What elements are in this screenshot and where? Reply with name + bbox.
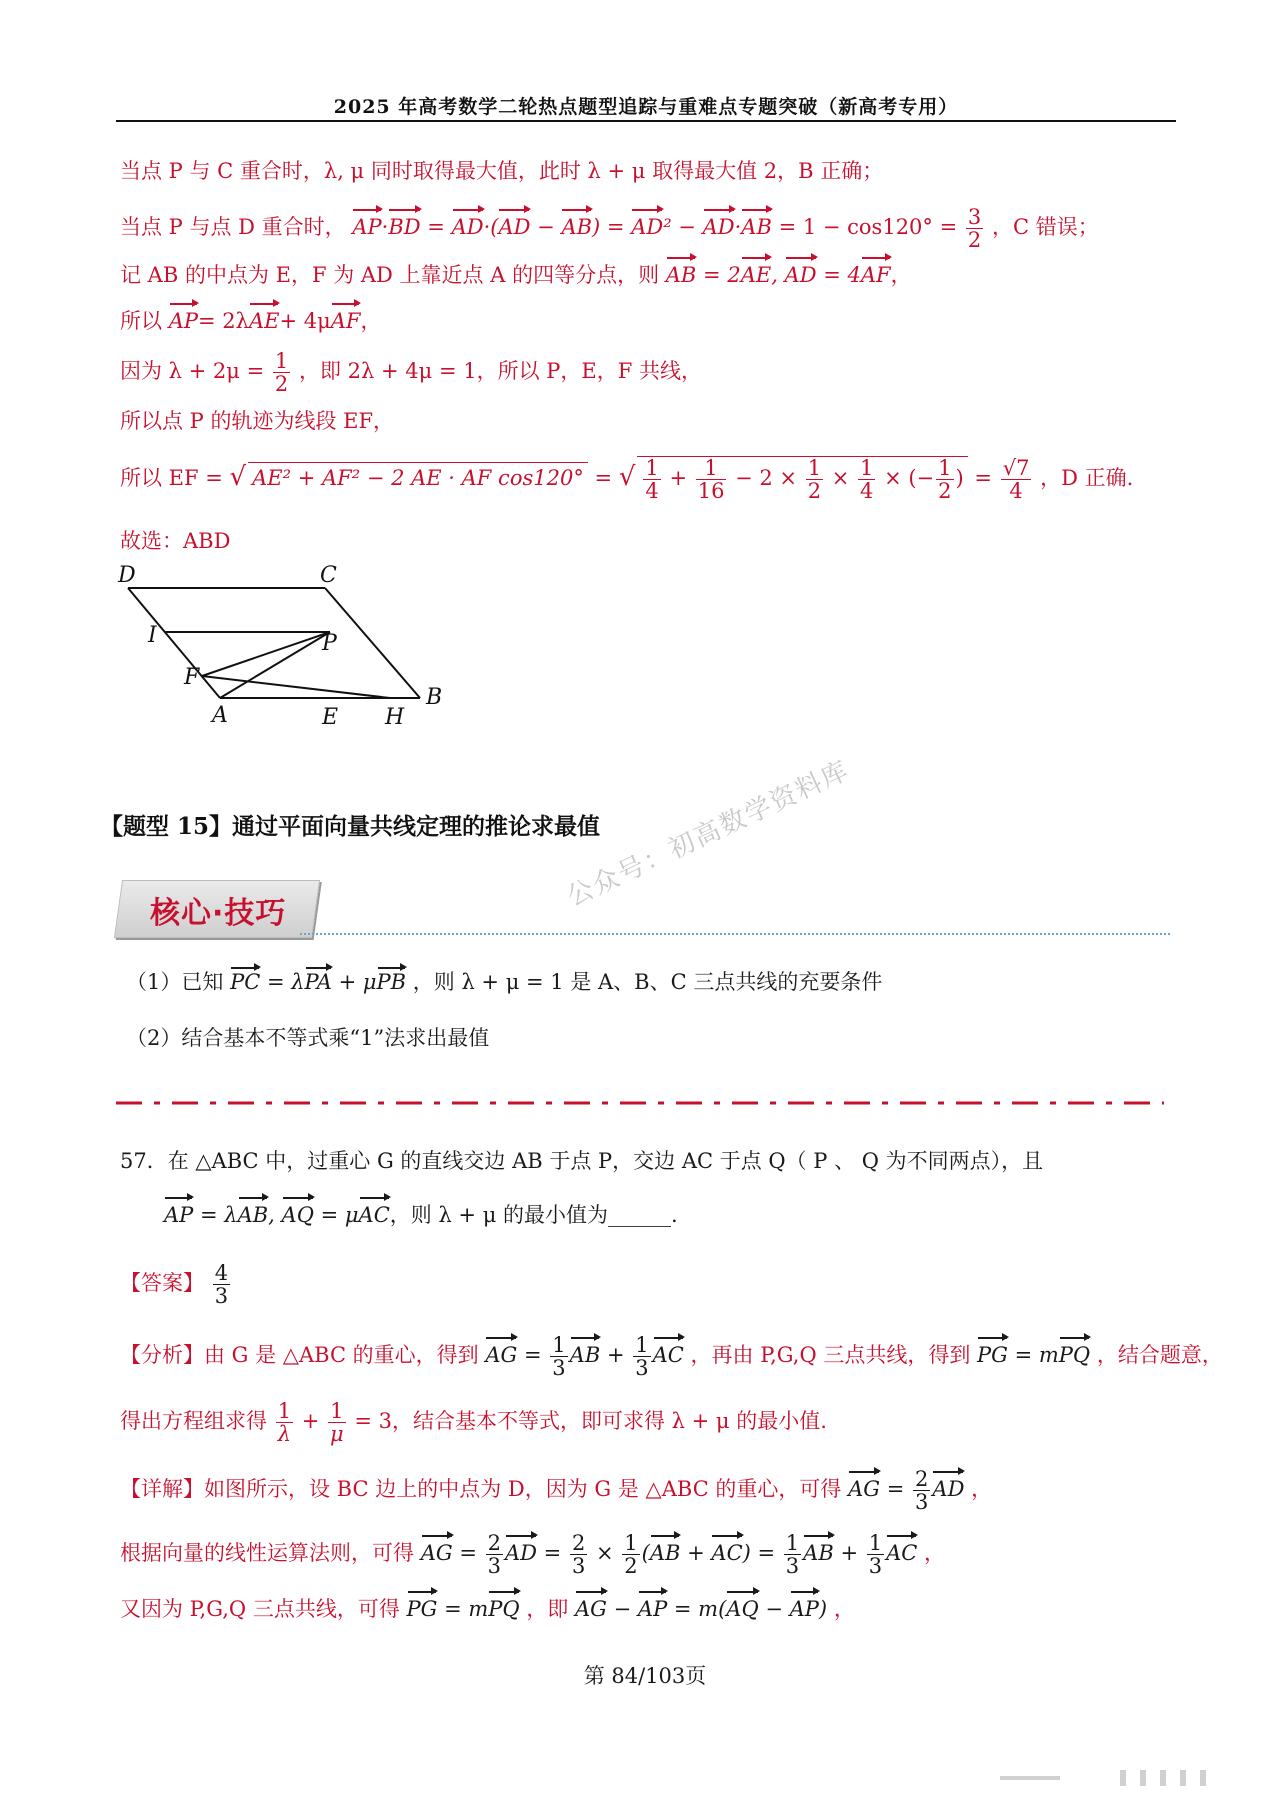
detail-line-3: 又因为 P,G,Q 三点共线，可得 PG = mPQ ，即 AG − AP = m(AQ − AP) ，	[120, 1594, 855, 1624]
solution-conclusion: 故选：ABD	[120, 529, 231, 553]
dotted-divider	[300, 933, 1170, 935]
header-rule	[116, 120, 1176, 122]
tip-2: （2）结合基本不等式乘“1”法求出最值	[126, 1026, 490, 1050]
watermark: 公众号：初高数学资料库	[562, 755, 855, 913]
solution-line-5: 因为 λ + 2μ = $\frac{1}{2}$ ，即 2λ + 4μ = 1，所以 P，E，F 共线，	[120, 349, 702, 396]
tip-1: （1）已知 PC = λPA + μPB ，则 λ + μ = 1 是 A、B、C 三点共线的充要条件	[126, 970, 883, 994]
label-D: D	[118, 563, 136, 588]
label-C: C	[320, 563, 337, 588]
label-F: F	[184, 665, 200, 690]
detail-line-1: 【详解】如图所示，设 BC 边上的中点为 D，因为 G 是 △ABC 的重心，可得 AG = $\frac{2}{3}$ AD ，	[120, 1467, 993, 1514]
answer-line: 【答案】 $\frac{4}{3}$	[120, 1261, 229, 1308]
label-H: H	[385, 705, 405, 730]
analysis-line-1: 【分析】由 G 是 △ABC 的重心，得到 AG = $\frac{1}{3}$ AB + $\frac{1}{3}$ AC ，再由 P,G,Q 三点共线，得到 PG = mPQ ，结合题意，	[120, 1333, 1223, 1380]
solution-line-7: 所以 EF = √ AE² + AF² − 2 AE · AF cos120° = √ $\frac{1}{4}$ + $\frac{1}{16}$ − 2 × $\frac{1}{2}$ × $\frac{1}{4}$ × (− $\frac{1}{2}$ ) = $\frac{√7}{4}$ ，D 正确.	[120, 456, 1134, 503]
problem-57-line-1: 57．在 △ABC 中，过重心 G 的直线交边 AB 于点 P，交边 AC 于点 Q（ P 、 Q 为不同两点），且	[120, 1149, 1044, 1173]
label-B: B	[426, 685, 443, 710]
solution-line-1: 当点 P 与 C 重合时，λ, μ 同时取得最大值，此时 λ + μ 取得最大值 2，B 正确；	[120, 159, 884, 183]
analysis-line-2: 得出方程组求得 $\frac{1}{\lambda}$ + $\frac{1}{\mu}$ = 3，结合基本不等式，即可求得 λ + μ 的最小值.	[120, 1399, 827, 1446]
label-I: I	[148, 623, 157, 648]
page-number: 第 84/103页	[583, 1664, 707, 1688]
bottom-barcode-mark	[1000, 1768, 1250, 1788]
solution-line-6: 所以点 P 的轨迹为线段 EF，	[120, 409, 395, 433]
page-header-title: 2025 年高考数学二轮热点题型追踪与重难点专题突破（新高考专用）	[333, 96, 959, 118]
problem-57-line-2: AP = λAB, AQ = μAC，则 λ + μ 的最小值为______.	[164, 1200, 678, 1230]
parallelogram-figure	[110, 560, 470, 730]
section-title: 【题型 15】通过平面向量共线定理的推论求最值	[100, 813, 601, 840]
core-skill-badge-text: 核心·技巧	[150, 896, 287, 931]
detail-line-2: 根据向量的线性运算法则，可得 AG = $\frac{2}{3}$ AD = $\frac{2}{3}$ × $\frac{1}{2}$ (AB + AC) = $\frac{1}{3}$ AB + $\frac{1}{3}$ AC ，	[120, 1531, 946, 1578]
solution-line-4: 所以 AP= 2λAE+ 4μAF，	[120, 306, 381, 336]
label-E: E	[322, 705, 339, 730]
solution-line-3: 记 AB 的中点为 E，F 为 AD 上靠近点 A 的四等分点，则 AB = 2AE, AD = 4AF，	[120, 260, 912, 290]
label-P: P	[322, 631, 337, 656]
dash-dot-divider	[116, 1099, 1164, 1107]
solution-line-2: 当点 P 与点 D 重合时， AP·BD = AD·(AD − AB) = AD² − AD·AB = 1 − cos120° = $\frac{3}{2}$ ，C 错误；	[120, 205, 1099, 252]
label-A: A	[212, 703, 228, 728]
